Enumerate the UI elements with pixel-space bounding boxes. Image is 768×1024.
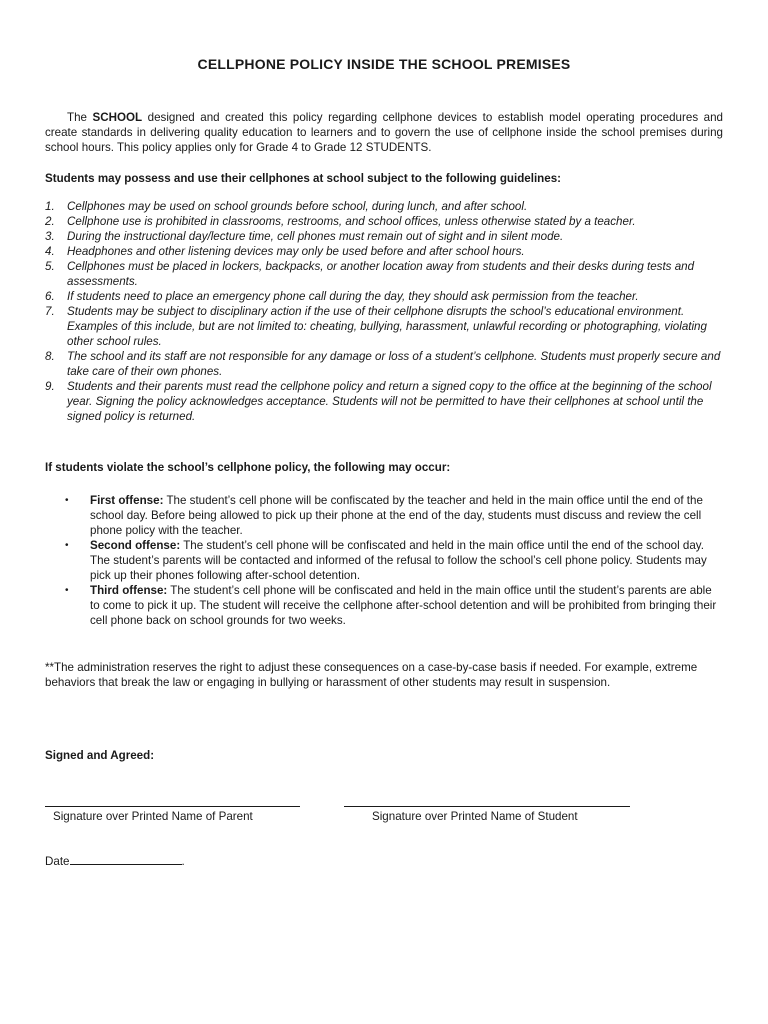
intro-paragraph — [45, 110, 723, 155]
guideline-number: 4. — [45, 245, 55, 258]
guideline-number: 9. — [45, 380, 55, 393]
guideline-item — [45, 199, 723, 214]
guideline-number: 1. — [45, 200, 55, 213]
offense-label: First offense: — [90, 494, 164, 507]
guideline-text: Headphones and other listening devices may only be used before and after school hours. — [67, 245, 525, 258]
guideline-text: Cellphones must be placed in lockers, backpacks, or another location away from students and their desks during tests and assessments. — [67, 260, 695, 288]
document-title: CELLPHONE POLICY INSIDE THE SCHOOL PREMISES — [197, 56, 571, 72]
bullet-icon: • — [65, 540, 69, 551]
guideline-text: Cellphone use is prohibited in classrooms, restrooms, and school offices, unless otherwise stated by a teacher. — [67, 215, 636, 228]
guideline-text: Students may be subject to disciplinary action if the use of their cellphone disrupts the school’s educational environment. Examples of this include, but are not limited to: cheating, bullying, harassment, unlawful recording or photographing, violating other school rules. — [67, 305, 707, 348]
guideline-text: Students and their parents must read the cellphone policy and return a signed copy to the office at the beginning of the school year. Signing the policy acknowledges acceptance. Students will not be permitted to have their cellphones at school until the signed policy is returned. — [67, 380, 712, 423]
guideline-number: 7. — [45, 305, 55, 318]
guideline-number: 2. — [45, 215, 55, 228]
violation-heading: If students violate the school’s cellphone policy, the following may occur: — [45, 461, 451, 474]
guideline-number: 8. — [45, 350, 55, 363]
guideline-item — [45, 304, 723, 349]
guideline-item — [45, 289, 723, 304]
guideline-number: 3. — [45, 230, 55, 243]
guidelines-heading: Students may possess and use their cellphones at school subject to the following guidelines: — [45, 172, 562, 185]
offense-item — [45, 583, 723, 628]
guideline-text: Cellphones may be used on school grounds before school, during lunch, and after school. — [67, 200, 528, 213]
date-label: Date — [45, 855, 70, 868]
guideline-number: 5. — [45, 260, 55, 273]
student-signature-label: Signature over Printed Name of Student — [372, 810, 578, 823]
guideline-item — [45, 244, 723, 259]
guideline-number: 6. — [45, 290, 55, 303]
signed-agreed-label: Signed and Agreed: — [45, 749, 155, 762]
guideline-text: If students need to place an emergency phone call during the day, they should ask permission from the teacher. — [67, 290, 639, 303]
guideline-text: During the instructional day/lecture time, cell phones must remain out of sight and in silent mode. — [67, 230, 564, 243]
admin-note: **The administration reserves the right to adjust these consequences on a case-by-case basis if needed. For example, extreme behaviors that break the law or engaging in bullying or harassment of other students may result in suspension. — [45, 661, 698, 689]
offense-label: Third offense: — [90, 584, 168, 597]
intro-rest: designed and created this policy regarding cellphone devices to establish model operating procedures and create standards in delivering quality education to learners and to govern the use of cellphone inside the school premises during school hours. This policy applies only for Grade 4 to Grade 12 STUDENTS. — [45, 111, 723, 154]
date-suffix: . — [181, 855, 185, 868]
offenses-list — [45, 493, 723, 628]
bullet-icon: • — [65, 495, 69, 506]
offense-item — [45, 493, 723, 538]
parent-signature-label: Signature over Printed Name of Parent — [53, 810, 253, 823]
offense-text: The student’s cell phone will be confiscated and held in the main office until the student’s parents are able to come to pick it up. The student will receive the cellphone after-school detention and will be prohibited from bringing their cell phone back on school grounds for two weeks. — [90, 584, 717, 627]
date-line — [70, 854, 182, 865]
offense-text: The student’s cell phone will be confiscated by the teacher and held in the main office until the end of the school day. Before being allowed to pick up their phone at the end of the day, students must discuss and review the cell phone policy with the teacher. — [90, 494, 703, 537]
student-signature-line — [344, 806, 630, 807]
offense-label: Second offense: — [90, 539, 181, 552]
offense-item — [45, 538, 723, 583]
bullet-icon: • — [65, 585, 69, 596]
guidelines-list — [45, 199, 723, 424]
guideline-item — [45, 349, 723, 379]
date-row — [45, 854, 185, 869]
offense-text: The student’s cell phone will be confiscated and held in the main office until the end of the school day. The student’s parents will be contacted and informed of the refusal to follow the school’s cell phone policy. Students may pick up their phones following after-school detention. — [90, 539, 707, 582]
guideline-item — [45, 259, 723, 289]
guideline-text: The school and its staff are not responsible for any damage or loss of a student’s cellphone. Students must properly secure and take care of their own phones. — [67, 350, 721, 378]
intro-school-word: SCHOOL — [92, 111, 143, 124]
intro-prefix: The — [67, 111, 93, 124]
guideline-item — [45, 229, 723, 244]
parent-signature-line — [45, 806, 300, 807]
guideline-item — [45, 214, 723, 229]
guideline-item — [45, 379, 723, 424]
